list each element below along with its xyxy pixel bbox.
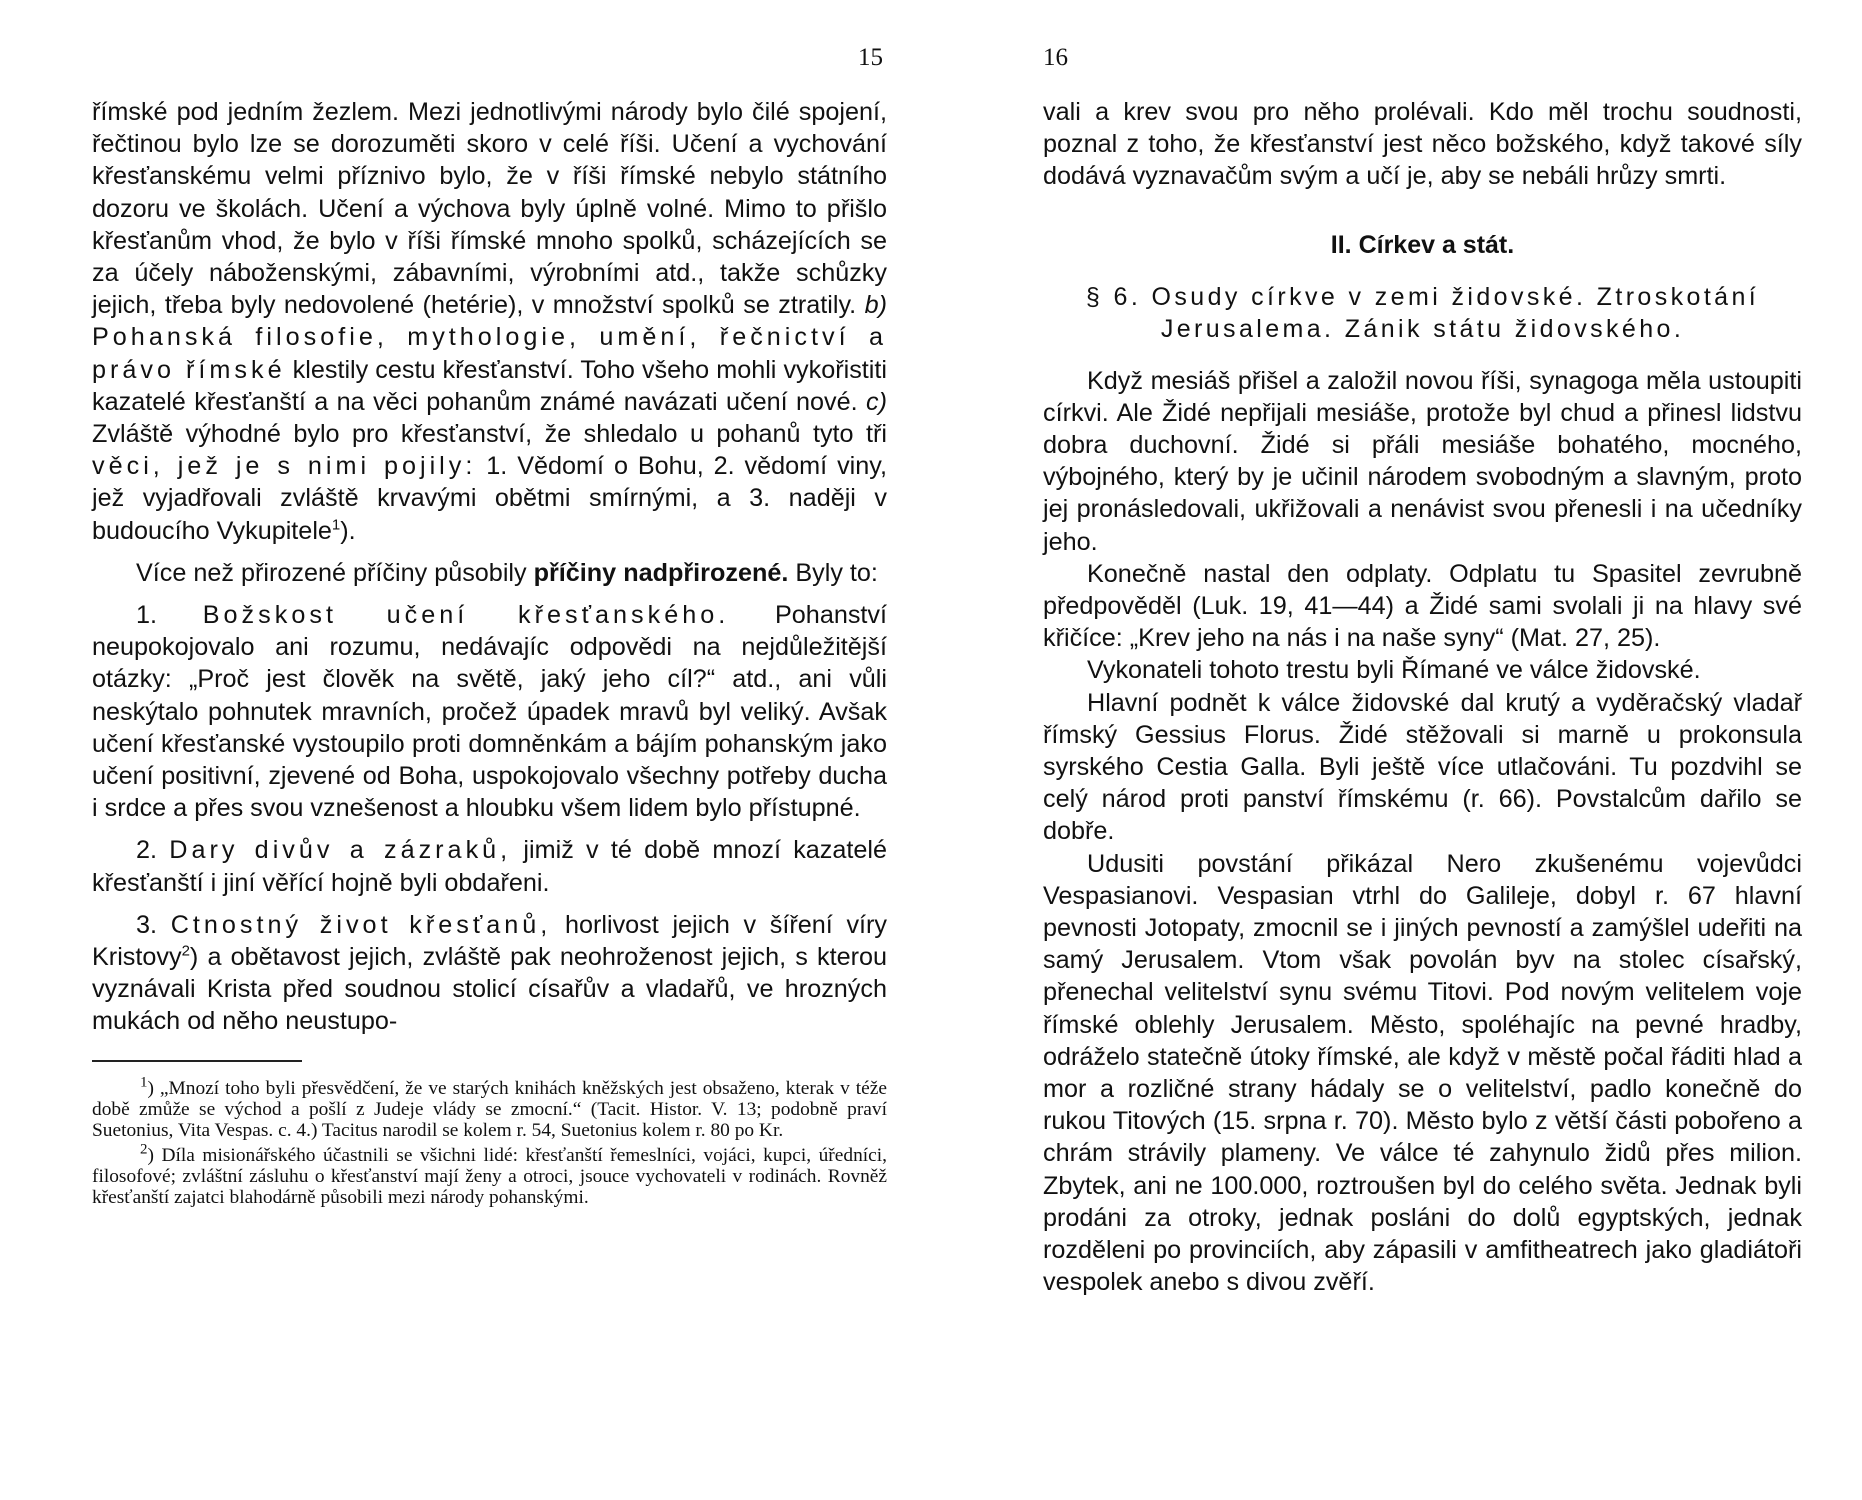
paragraph: Udusiti povstání přikázal Nero zkušenému vojevůdci Vespasianovi. Vespasian vtrhl do Galileje, dobyl r. 67 hlavní pevnosti Jotopaty, zmocnil se i jiných pevností a zamýšlel udeřiti na samý Jerusalem. Vtom však povolán byv na stolec císařský, přenechal velitelství synu svému Titovi. Pod novým velitelem voje římské oblehly Jerusalem. Město, spoléhajíc na pevné hradby, odráželo statečně útoky římské, ale když v městě počal řáditi hlad a mor a rozličné strany hádaly se o velitelství, padlo konečně do rukou Titových (15. srpna r. 70). Město bylo z větší části pobořeno a chrám strávily plameny. Ve válce té zahynulo židů přes milion. Zbytek, ani ne 100.000, roztroušen byl do celého světa. Jednak byli prodáni za otroky, jednak posláni do dolů egyptských, jednak rozděleni po provinciích, aby zápasili v amfitheatrech jako gladiátoři vespolek anebo s divou zvěří. — [1043, 849, 1802, 1297]
right-page — [931, 0, 1862, 1500]
page-number: 15 — [858, 44, 883, 71]
paragraph: 1. Božskost učení křesťanského. Pohanství neupokojovalo ani rozumu, nedávajíc odpovědi na nejdůležitější otázky: „Proč jest člověk na světě, jaký jeho cíl?“ atd., ani vůli neskýtalo pohnutek mravních, pročež úpadek mravů byl veliký. Avšak učení křesťanské vystoupilo proti domněnkám a bájím pohanským jako učení positivní, zjevené od Boha, uspokojovalo všechny potřeby ducha i srdce a přes svou vznešenost a hloubku všem lidem bylo přístupné. — [92, 601, 888, 823]
page-number: 16 — [1043, 44, 1068, 71]
paragraph: 3. Ctnostný život křesťanů, horlivost jejich v šíření víry Kristovy$^2$) a obětavost jejich, zvláště pak neohroženost jejich, s kterou vyznávali Krista před soudnou stolicí císařův a vladařů, ve hrozných mukách od něho neustupo- — [92, 910, 888, 1036]
paragraph: Hlavní podnět k válce židovské dal krutý a vyděračský vladař římský Gessius Florus. Židé stěžovali si marně u prokonsula syrského Cestia Galla. Byli ještě více utlačováni. Tu pozdvihl se celý národ proti panství římskému (r. 66). Povstalcům dařilo se dobře. — [1043, 688, 1802, 846]
chapter-heading: II. Církev a stát. — [1330, 230, 1515, 259]
footnote-divider — [92, 1060, 302, 1062]
paragraph: 2. Dary divův a zázraků, jimiž v té době mnozí kazatelé křesťanští i jiní věřící hojně byli obdařeni. — [92, 836, 888, 897]
paragraph: vali a krev svou pro něho prolévali. Kdo měl trochu soudnosti, poznal z toho, že křesťanství jest něco božského, když takové síly dodává vyznavačům svým a učí je, aby se nebáli hrůzy smrti. — [1043, 98, 1802, 191]
footnote: $^1$) „Mnozí toho byli přesvědčení, že ve starých knihách kněžských jest obsaženo, kterak v téže době zmůže se východ a pošlí z Judeje vlády se zmocní.“ (Tacit. Histor. V. 13; podobně praví Suetonius, Vita Vespas. c. 4.) Tacitus narodil se kolem r. 54, Suetonius kolem r. 80 po Kr. — [92, 1074, 887, 1141]
footnote-ref: 2 — [181, 942, 190, 960]
paragraph: Vykonateli tohoto trestu byli Římané ve válce židovské. — [1087, 656, 1701, 685]
section-title: § 6. Osudy církve v zemi židovské. Ztroskotání Jerusalema. Zánik státu židovského. — [1085, 282, 1760, 343]
paragraph: římské pod jedním žezlem. Mezi jednotlivými národy bylo čilé spojení, řečtinou bylo lze se dorozuměti skoro v celé říši. Učení a vychování křesťanskému velmi příznivo bylo, že v říši římské nebylo státního dozoru ve školách. Učení a výchova byly úplně volné. Mimo to přišlo křesťanům vhod, že bylo v říši římské mnoho spolků, scházejících se za účely náboženskými, zábavními, výrobními atd., takže schůzky jejich, třeba byly nedovolené (hetérie), v množství spolků se ztratily. b) Pohanská filosofie, mythologie, umění, řečnictví a právo římské klestily cestu křesťanství. Toho všeho mohli vykořistiti kazatelé křesťanští a na věci pohanům známé navázati učení nové. c) Zvláště výhodné bylo pro křesťanství, že shledalo u pohanů tyto tři věci, jež je s nimi pojily: 1. Vědomí o Bohu, 2. vědomí viny, jež vyjadřovali zvláště krvavými obětmi smírnými, a 3. naději v budoucího Vykupitele$^1$). — [92, 98, 888, 545]
paragraph: Konečně nastal den odplaty. Odplatu tu Spasitel zevrubně předpověděl (Luk. 19, 41—44) a Židé sami svolali ji na hlavy své křičíce: „Krev jeho na nás i na naše syny“ (Mat. 27, 25). — [1043, 559, 1802, 653]
footnote: $^2$) Díla misionářského účastnili se všichni lidé: křesťanští řemeslníci, vojáci, kupci, úředníci, filosofové; zvláštní zásluhu o křesťanství mají ženy a otroci, jsouce vychovateli v rodinách. Rovněž křesťanští zajatci blahodárně působili mezi národy pohanskými. — [92, 1141, 887, 1208]
paragraph: Více než přirozené příčiny působily příčiny nadpřirozené. Byly to: — [136, 558, 878, 587]
paragraph: Když mesiáš přišel a založil novou říši, synagoga měla ustoupiti církvi. Ale Židé nepřijali mesiáše, protože byl chud a přinesl lidstvu dobra duchovní. Židé si přáli mesiáše bohatého, mocného, výbojného, který by je učinil národem svobodným a slavným, proto jej pronásledovali, ukřižovali a nenávist svou přenesli i na učedníky jeho. — [1043, 366, 1802, 556]
footnote-ref: 1 — [331, 516, 341, 534]
